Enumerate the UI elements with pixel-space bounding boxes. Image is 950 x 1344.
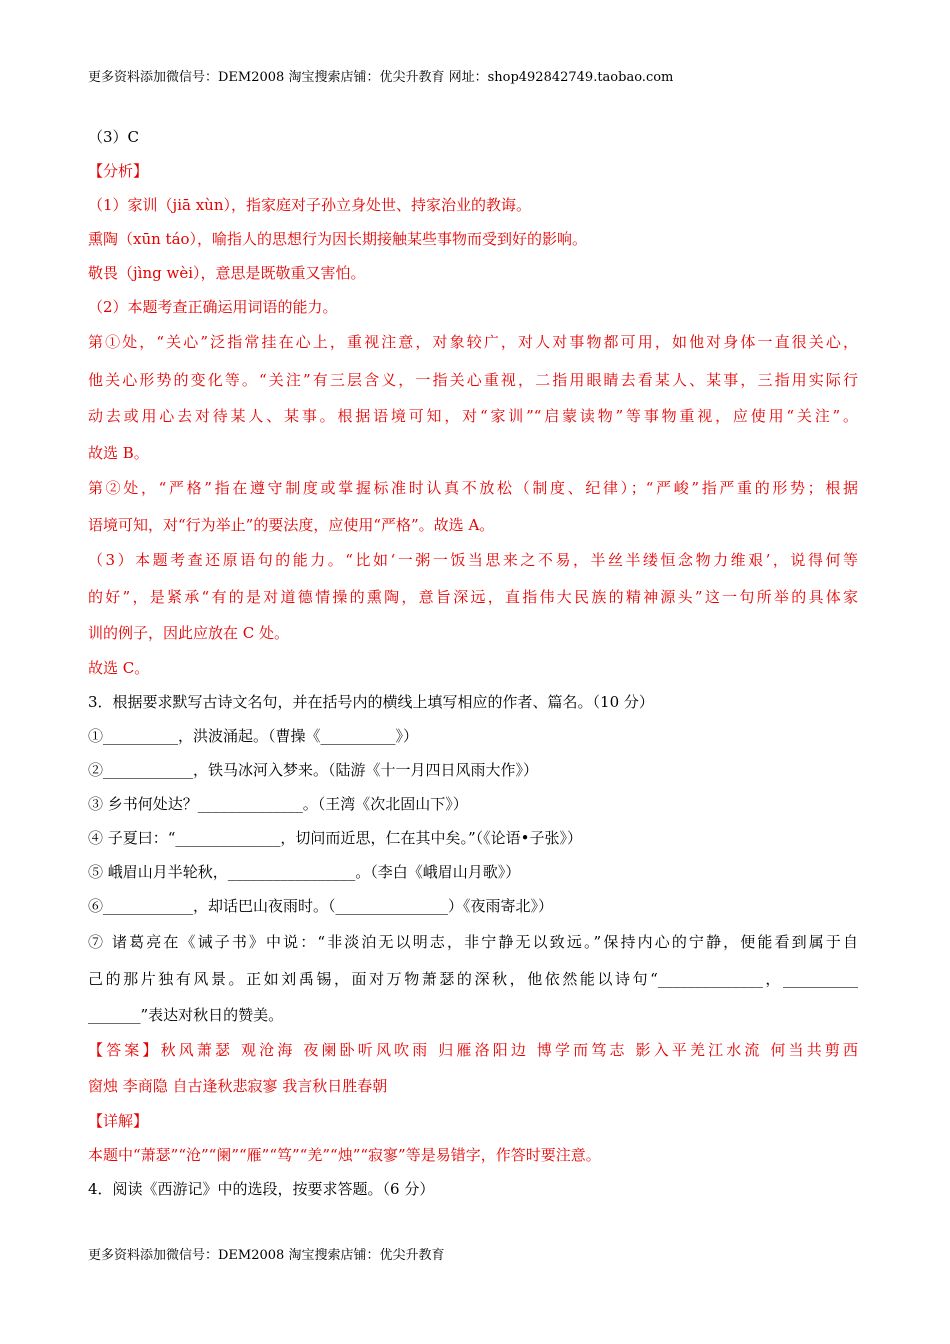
answer-line: 【答案】秋风萧瑟 观沧海 夜阑卧听风吹雨 归雁洛阳边 博学而笃志 影入平羌江水流 何当共剪西	[88, 1041, 858, 1059]
question-item: ①__________，洪波涌起。（曹操《__________》）	[88, 727, 419, 745]
analysis-line: 故选 B。	[88, 444, 149, 462]
detail-line: 本题中“萧瑟”“沧”“阑”“雁”“笃”“羌”“烛”“寂寥”等是易错字，作答时要注意。	[88, 1146, 601, 1164]
page-footer: 更多资料添加微信号：DEM2008 淘宝搜索店铺：优尖升教育	[88, 1248, 445, 1263]
analysis-line: 故选 C。	[88, 659, 150, 677]
analysis-line: 语境可知，对“行为举止”的要法度，应使用“严格”。故选 A。	[88, 516, 495, 534]
question-item: ⑦ 诸葛亮在《诫子书》中说：“非淡泊无以明志，非宁静无以致远。”保持内心的宁静，便能看到属于自	[88, 933, 858, 951]
question-item: ⑤ 峨眉山月半轮秋，_________________。（李白《峨眉山月歌》）	[88, 863, 521, 881]
question-item: ④ 子夏曰：“______________，切问而近思，仁在其中矣。”（《论语•子张》）	[88, 829, 582, 847]
analysis-line: 动去或用心去对待某人、某事。根据语境可知，对“家训”“启蒙读物”等事物重视，应使用“关注”。	[88, 407, 858, 425]
question-item: _______”表达对秋日的赞美。	[88, 1006, 284, 1024]
analysis-line: （1）家训（jiā xùn），指家庭对子孙立身处世、持家治业的教诲。	[88, 196, 531, 214]
analysis-line: 第①处，“关心”泛指常挂在心上，重视注意，对象较广，对人对事物都可用，如他对身体一直很关心，	[88, 333, 858, 351]
analysis-line: 他关心形势的变化等。“关注”有三层含义，一指关心重视，二指用眼睛去看某人、某事，三指用实际行	[88, 371, 858, 389]
answer-line: 窗烛 李商隐 自古逢秋悲寂寥 我言秋日胜春朝	[88, 1077, 388, 1095]
question-4-title: 4．阅读《西游记》中的选段，按要求答题。（6 分）	[88, 1180, 435, 1198]
analysis-heading: 【分析】	[88, 162, 149, 180]
answer-3-c: （3）C	[88, 128, 140, 146]
analysis-line: 训的例子，因此应放在 C 处。	[88, 624, 290, 642]
question-3-title: 3．根据要求默写古诗文名句，并在括号内的横线上填写相应的作者、篇名。（10 分）	[88, 693, 654, 711]
question-item: 己的那片独有风景。正如刘禹锡，面对万物萧瑟的深秋，他依然能以诗句“______________，__________	[88, 970, 858, 988]
page-header: 更多资料添加微信号：DEM2008 淘宝搜索店铺：优尖升教育 网址：shop492842749.taobao.com	[88, 70, 674, 85]
analysis-line: 第②处，“严格”指在遵守制度或掌握标准时认真不放松（制度、纪律）；“严峻”指严重的形势；根据	[88, 479, 858, 497]
analysis-line: （2）本题考查正确运用词语的能力。	[88, 298, 338, 316]
analysis-line: （3）本题考查还原语句的能力。“比如‘一粥一饭当思来之不易，半丝半缕恒念物力维艰’，说得何等	[88, 551, 858, 569]
detail-heading: 【详解】	[88, 1112, 149, 1130]
analysis-line: 熏陶（xūn táo），喻指人的思想行为因长期接触某些事物而受到好的影响。	[88, 230, 588, 248]
analysis-line: 的好”，是紧承“有的是对道德情操的熏陶，意旨深远，直指伟大民族的精神源头”这一句所举的具体家	[88, 588, 858, 606]
question-item: ②____________，铁马冰河入梦来。（陆游《十一月四日风雨大作》）	[88, 761, 539, 779]
question-item: ⑥____________，却话巴山夜雨时。（_______________）《夜雨寄北》）	[88, 897, 554, 915]
analysis-line: 敬畏（jìng wèi），意思是既敬重又害怕。	[88, 264, 366, 282]
question-item: ③ 乡书何处达？______________。（王湾《次北固山下》）	[88, 795, 468, 813]
